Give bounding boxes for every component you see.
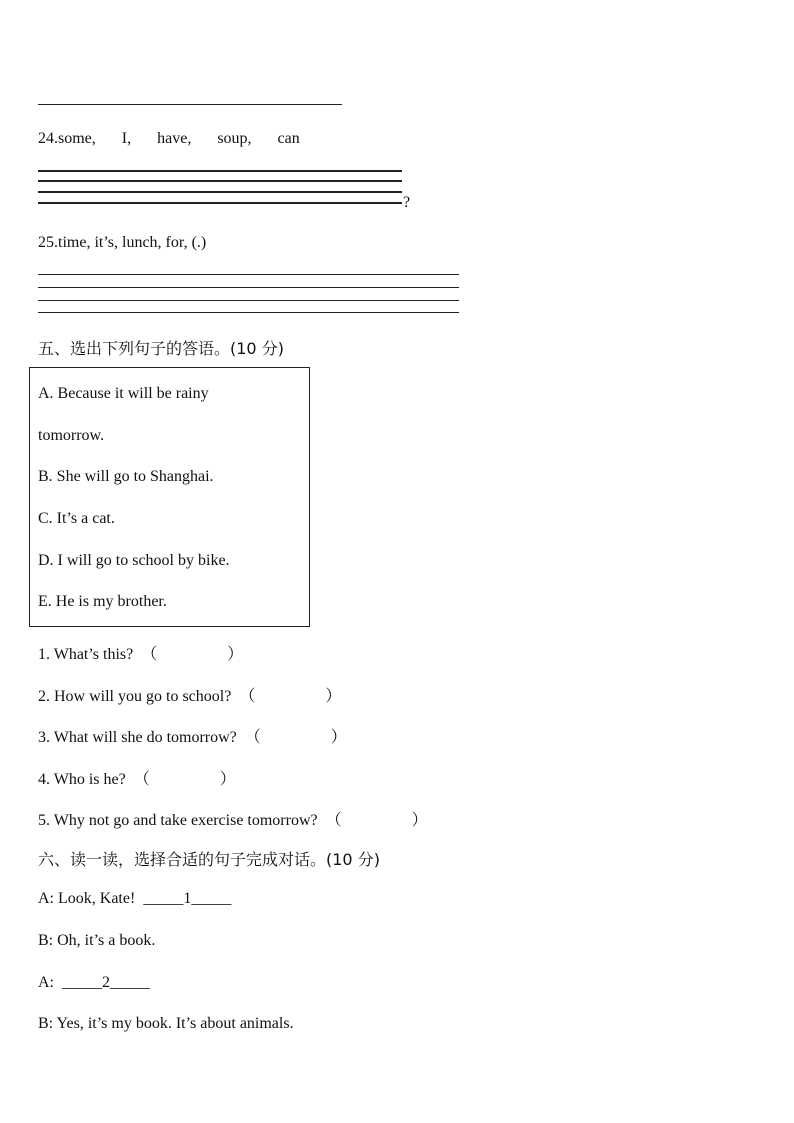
- answer-line: [38, 274, 459, 275]
- dialogue-line-1: [38, 890, 231, 908]
- answer-line: [38, 300, 459, 301]
- answer-paren-close: ）: [411, 812, 428, 829]
- option-c: C. It’s a cat.: [38, 510, 115, 527]
- answer-paren-close: ）: [325, 688, 342, 705]
- question-text: 2. How will you go to school?: [38, 688, 232, 705]
- word: soup,: [217, 130, 252, 147]
- question-25: [38, 234, 206, 252]
- answer-line: [38, 202, 402, 204]
- section-5-title: 五、选出下列句子的答语。(10 分): [38, 339, 284, 358]
- option-d: D. I will go to school by bike.: [38, 552, 230, 569]
- question-text: 3. What will she do tomorrow?: [38, 729, 237, 746]
- answer-paren-close: ）: [330, 729, 347, 746]
- question-number: 25.: [38, 234, 58, 251]
- question-number: 24.: [38, 130, 58, 147]
- answer-line-q23: [38, 104, 342, 105]
- dialogue-blank-1[interactable]: _____1_____: [143, 890, 232, 907]
- answer-line: [38, 170, 402, 172]
- question-prompt: time, it’s, lunch, for, (.): [58, 234, 207, 251]
- section-6-title: 六、读一读，选择合适的句子完成对话。(10 分): [38, 850, 380, 869]
- question-text: 5. Why not go and take exercise tomorrow?: [38, 812, 318, 829]
- speaker: A:: [38, 974, 54, 991]
- answer-paren-open: （: [133, 771, 150, 788]
- question-mark: ?: [403, 194, 411, 211]
- question-5: [38, 807, 428, 830]
- answer-line: [38, 287, 459, 288]
- dialogue-line-3: [38, 974, 150, 992]
- option-a: A. Because it will be rainy: [38, 385, 209, 402]
- word: have,: [157, 130, 192, 147]
- question-text: 1. What’s this?: [38, 646, 134, 663]
- option-e: E. He is my brother.: [38, 593, 167, 610]
- dialogue-blank-2[interactable]: _____2_____: [62, 974, 150, 991]
- answer-options-box: [29, 367, 310, 627]
- option-a-continued: tomorrow.: [38, 427, 105, 444]
- dialogue-text: Oh, it’s a book.: [57, 932, 156, 949]
- question-2: [38, 683, 341, 706]
- answer-paren-open: （: [325, 812, 342, 829]
- dialogue-text: Yes, it’s my book. It’s about animals.: [56, 1015, 294, 1032]
- answer-paren-open: （: [239, 688, 256, 705]
- answer-line: [38, 180, 402, 182]
- speaker: B:: [38, 932, 54, 949]
- question-24: [38, 130, 300, 148]
- question-4: [38, 766, 236, 789]
- question-3: [38, 724, 347, 747]
- answer-paren-open: （: [141, 646, 158, 663]
- dialogue-line-2: [38, 932, 155, 950]
- speaker: A:: [38, 890, 54, 907]
- question-1: [38, 641, 243, 664]
- answer-paren-open: （: [244, 729, 261, 746]
- word: I,: [121, 130, 132, 147]
- answer-line: [38, 312, 459, 313]
- answer-paren-close: ）: [219, 771, 236, 788]
- word: can: [277, 130, 300, 147]
- dialogue-line-4: [38, 1015, 294, 1033]
- answer-line: [38, 191, 402, 193]
- answer-paren-close: ）: [227, 646, 244, 663]
- speaker: B:: [38, 1015, 54, 1032]
- dialogue-text: Look, Kate!: [58, 890, 136, 907]
- option-b: B. She will go to Shanghai.: [38, 468, 214, 485]
- word: some,: [58, 130, 96, 147]
- question-text: 4. Who is he?: [38, 771, 126, 788]
